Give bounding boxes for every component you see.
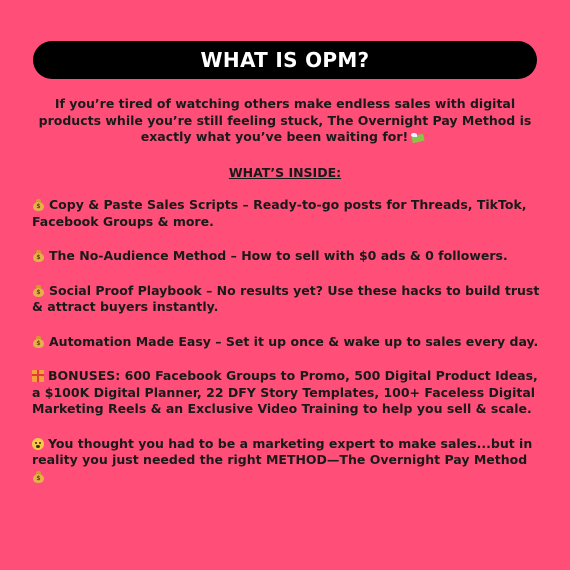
- list-item: [32, 283, 542, 316]
- shocked-face-icon: [32, 438, 44, 450]
- item-text: Social Proof Playbook – No results yet? Use these hacks to build trust & attract buyers instantly.: [32, 282, 540, 314]
- item-text: The No-Audience Method – How to sell with $0 ads & 0 followers.: [49, 248, 508, 263]
- item-text: Copy & Paste Sales Scripts – Ready-to-go posts for Threads, TikTok, Facebook Groups & more.: [32, 197, 527, 229]
- title-banner: [33, 41, 537, 79]
- section-heading: WHAT’S INSIDE:: [228, 165, 342, 180]
- list-item: [32, 334, 542, 351]
- intro-paragraph: [30, 96, 540, 146]
- list-item: [32, 248, 542, 265]
- gift-icon: [32, 370, 44, 382]
- money-bag-icon: $: [32, 198, 45, 211]
- list-item: [32, 197, 542, 230]
- intro-text: If you’re tired of watching others make endless sales with digital products while you’re still feeling stuck, The Overnight Pay Method is exactly what you’ve been waiting for!: [38, 96, 532, 144]
- money-bag-icon: $: [32, 249, 45, 262]
- item-text: You thought you had to be a marketing expert to make sales...but in reality you just needed the right METHOD—The Overnight Pay Method: [32, 435, 533, 467]
- list-item: [32, 368, 542, 418]
- item-text: BONUSES: 600 Facebook Groups to Promo, 500 Digital Product Ideas, a $100K Digital Planner, 22 DFY Story Templates, 100+ Faceless Digital Marketing Reels & an Exclusive Video Training to help you sell & scale.: [32, 368, 538, 416]
- page-title: WHAT IS OPM?: [200, 48, 370, 72]
- feature-list: [32, 197, 542, 503]
- money-with-wings-icon: [411, 133, 425, 143]
- item-text: Automation Made Easy – Set it up once & wake up to sales every day.: [49, 333, 539, 349]
- money-bag-icon: $: [32, 470, 45, 483]
- list-item: [32, 436, 542, 486]
- money-bag-icon: $: [32, 284, 45, 297]
- money-bag-icon: $: [32, 335, 45, 348]
